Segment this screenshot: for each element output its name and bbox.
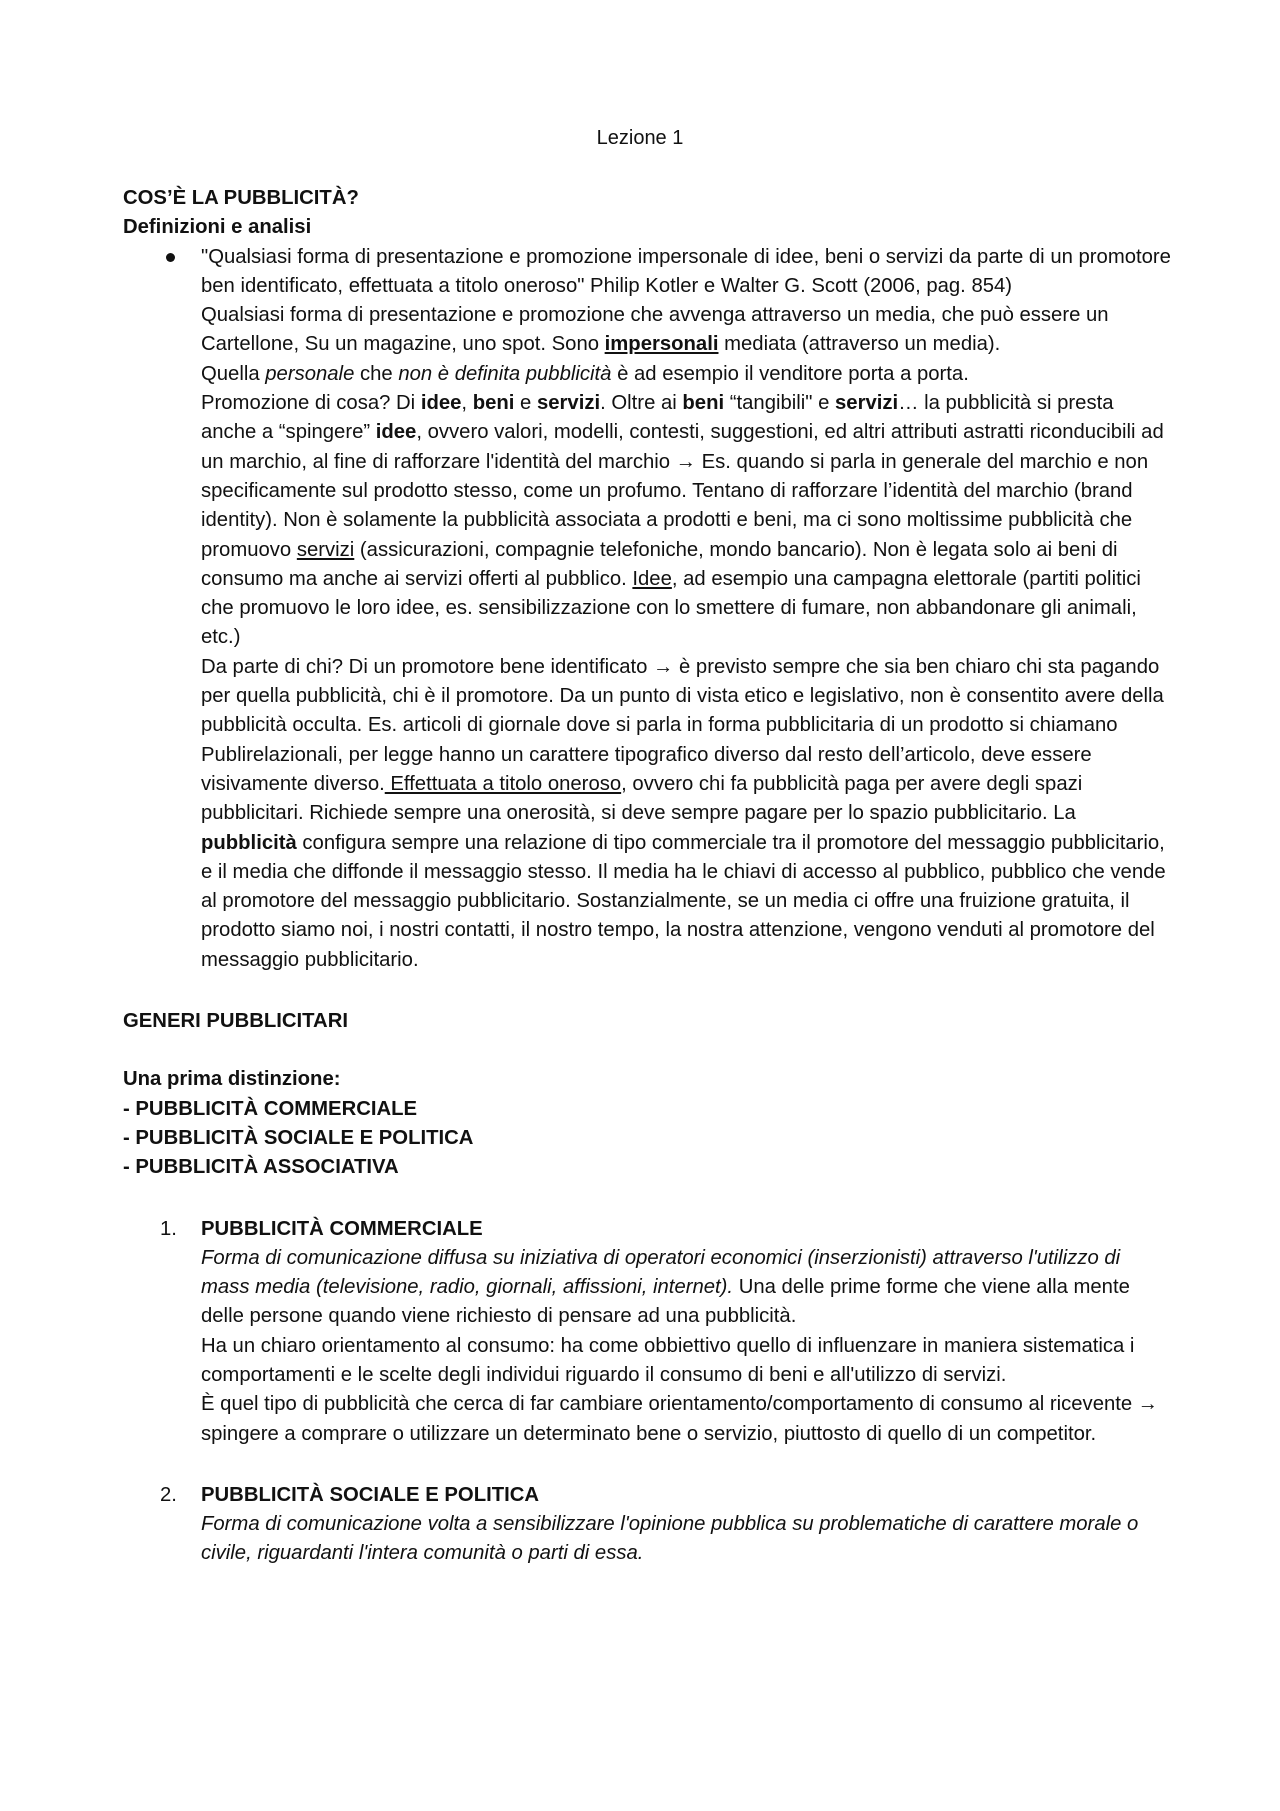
commercial-title: PUBBLICITÀ COMMERCIALE	[201, 1217, 483, 1240]
section-subtitle-definitions: Definizioni e analisi	[123, 216, 312, 239]
genre-list-item: - PUBBLICITÀ COMMERCIALE	[123, 1097, 418, 1120]
paragraph-promotion-of-what: Promozione di cosa? Di idee, beni e servizi. Oltre ai beni “tangibili" e servizi… la pubblicità si presta anche a “spingere” idee, ovvero valori, modelli, contesti, suggestioni, ed altri attributi astratti riconducibili ad un marchio, al fine di rafforzare l'identità del marchio → Es. quando si parla in generale del marchio e non specificamente sul prodotto stesso, come un profumo. Tentano di rafforzare l’identità del marchio (brand identity). Non è solamente la pubblicità associata a prodotti e beni, ma ci sono moltissime pubblicità che promuovo servizi (assicurazioni, compagnie telefoniche, mondo bancario). Non è legata solo ai beni di consumo ma anche ai servizi offerti al pubblico. Idee, ad esempio una campagna elettorale (partiti politici che promuovo le loro idee, es. sensibilizzazione con lo smettere di fumare, non abbandonare gli animali, etc.)	[201, 392, 1164, 649]
paragraph-media: Qualsiasi forma di presentazione e promozione che avvenga attraverso un media, che può essere un Cartellone, Su un magazine, uno spot. Sono impersonali mediata (attraverso un media).	[201, 304, 1109, 356]
paragraph-promoter: Da parte di chi? Di un promotore bene identificato → è previsto sempre che sia ben chiaro chi sta pagando per quella pubblicità, chi è il promotore. Da un punto di vista etico e legislativo, non è consentito avere della pubblicità occulta. Es. articoli di giornale dove si parla in forma pubblicitaria di un prodotto si chiamano Publirelazionali, per legge hanno un carattere tipografico diverso dal resto dell’articolo, deve essere visivamente diverso. Effettuata a titolo oneroso, ovvero chi fa pubblicità paga per avere degli spazi pubblicitari. Richiede sempre una onerosità, si deve sempre pagare per lo spazio pubblicitario. La pubblicità configura sempre una relazione di tipo commerciale tra il promotore del messaggio pubblicitario, e il media che diffonde il messaggio stesso. Il media ha le chiavi di accesso al pubblico, pubblico che vende al promotore del messaggio pubblicitario. Sostanzialmente, se un media ci offre una fruizione gratuita, il prodotto siamo noi, i nostri contatti, il nostro tempo, la nostra attenzione, vengono venduti al promotore del messaggio pubblicitario.	[201, 655, 1166, 971]
genre-list-item: - PUBBLICITÀ ASSOCIATIVA	[123, 1156, 399, 1179]
social-political-title: PUBBLICITÀ SOCIALE E POLITICA	[201, 1483, 540, 1506]
genre-list-item: - PUBBLICITÀ SOCIALE E POLITICA	[123, 1126, 474, 1149]
list-number: 1.	[160, 1217, 177, 1240]
document-body	[123, 184, 1173, 1569]
commercial-orientation: Ha un chiaro orientamento al consumo: ha come obbiettivo quello di influenzare in maniera sistematica i comportamenti e le scelte degli individui riguardo il consumo di beni e all'utilizzo di servizi.	[201, 1334, 1135, 1386]
genres-intro: Una prima distinzione:	[123, 1068, 341, 1091]
list-number: 2.	[160, 1483, 177, 1506]
social-political-definition: Forma di comunicazione volta a sensibilizzare l'opinione pubblica su problematiche di carattere morale o civile, riguardanti l'intera comunità o parti di essa.	[201, 1513, 1139, 1565]
commercial-definition: Forma di comunicazione diffusa su iniziativa di operatori economici (inserzionisti) attraverso l'utilizzo di mass media (televisione, radio, giornali, affissioni, internet). Una delle prime forme che viene alla mente delle persone quando viene richiesto di pensare ad una pubblicità.	[201, 1246, 1130, 1328]
bullet-icon	[166, 253, 175, 262]
lesson-header: Lezione 1	[596, 127, 684, 149]
paragraph-personal: Quella personale che non è definita pubblicità è ad esempio il venditore porta a porta.	[201, 362, 969, 385]
keyword-impersonali: impersonali	[604, 333, 719, 356]
numbered-item-commercial	[123, 1215, 1173, 1449]
numbered-item-social-political	[123, 1481, 1173, 1569]
section-title-what-is-advertising: COS’È LA PUBBLICITÀ?	[123, 187, 359, 209]
commercial-purpose: È quel tipo di pubblicità che cerca di far cambiare orientamento/comportamento di consumo al ricevente → spingere a comprare o utilizzare un determinato bene o servizio, piuttosto di quello di un competitor.	[201, 1393, 1159, 1445]
kotler-quote: "Qualsiasi forma di presentazione e promozione impersonale di idee, beni o servizi da parte di un promotore ben identificato, effettuata a titolo oneroso" Philip Kotler e Walter G. Scott (2006, pag. 854)	[201, 245, 1171, 297]
bullet-item-definition	[123, 243, 1173, 975]
section-title-genres: GENERI PUBBLICITARI	[123, 1010, 348, 1033]
